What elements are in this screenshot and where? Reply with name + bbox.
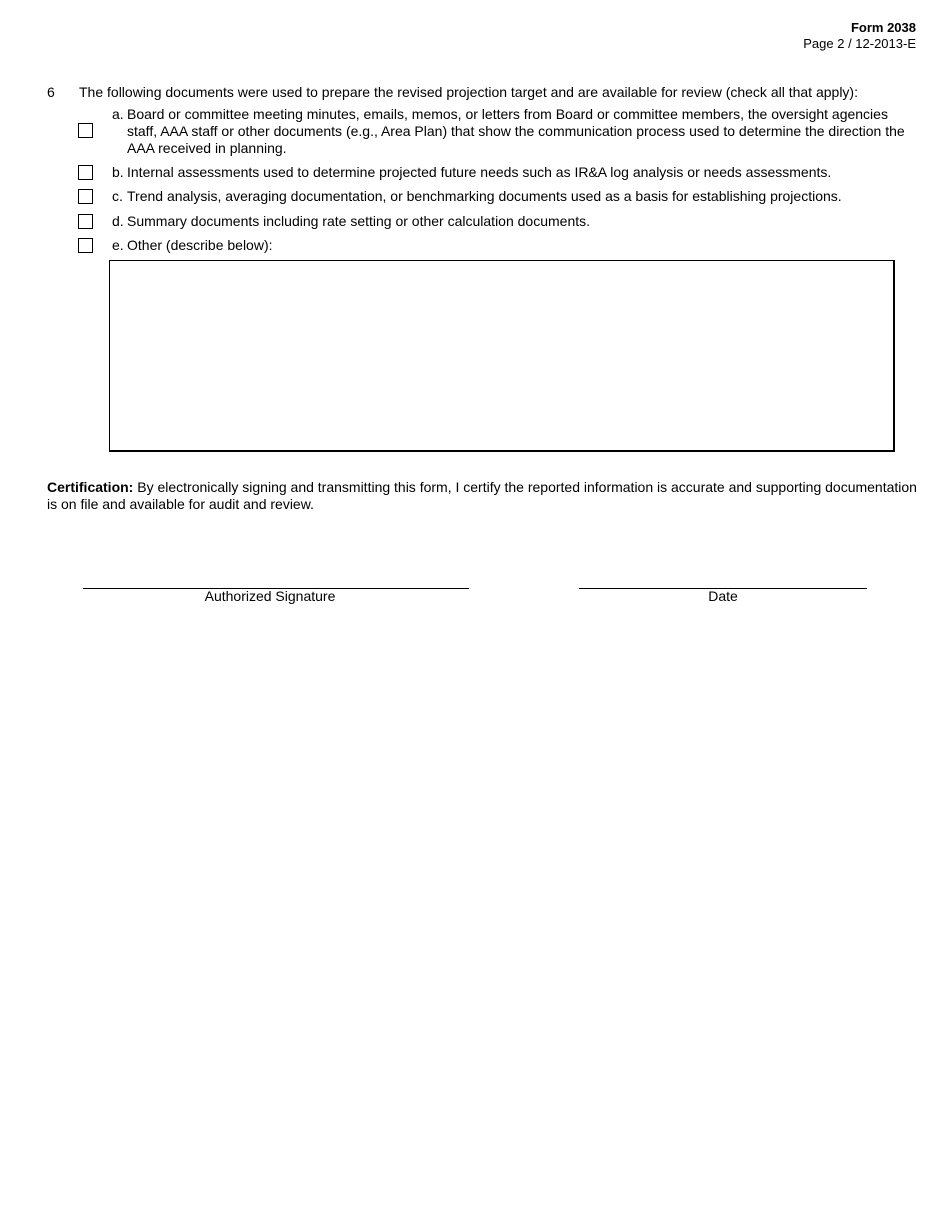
checkbox-option-b[interactable] — [78, 165, 93, 180]
option-b-text: Internal assessments used to determine projected future needs such as IR&A log analysis or needs assessments. — [127, 164, 832, 180]
option-c-letter: c. — [112, 188, 123, 204]
option-c-text: Trend analysis, averaging documentation, or benchmarking documents used as a basis for establishing projections. — [127, 188, 842, 204]
option-d-letter: d. — [112, 213, 124, 229]
certification-statement — [47, 479, 922, 513]
signature-label: Authorized Signature — [204, 588, 336, 604]
option-e-letter: e. — [112, 237, 124, 253]
option-c-label — [112, 188, 912, 205]
certification-label: Certification: — [47, 479, 134, 495]
form-identifier — [803, 20, 916, 52]
option-a-label — [112, 106, 912, 157]
checkbox-option-e[interactable] — [78, 238, 93, 253]
option-e-label — [112, 237, 912, 254]
form-number: Form 2038 — [850, 20, 916, 35]
checkbox-option-a[interactable] — [78, 123, 93, 138]
page-info: Page 2 / 12-2013-E — [803, 36, 916, 51]
certification-text: By electronically signing and transmitting this form, I certify the reported information is accurate and supporting documentation is on file and available for audit and review. — [47, 479, 917, 512]
question-number: 6 — [47, 84, 55, 100]
checkbox-option-c[interactable] — [78, 189, 93, 204]
date-label: Date — [708, 588, 738, 604]
option-a-letter: a. — [112, 106, 124, 122]
option-d-label — [112, 213, 912, 230]
question-prompt: The following documents were used to prepare the revised projection target and are available for review (check all that apply): — [79, 84, 858, 100]
option-b-label — [112, 164, 912, 181]
other-description-field[interactable] — [109, 260, 895, 452]
option-b-letter: b. — [112, 164, 124, 180]
option-e-text: Other (describe below): — [127, 237, 273, 253]
option-d-text: Summary documents including rate setting or other calculation documents. — [127, 213, 591, 229]
option-a-text: Board or committee meeting minutes, emails, memos, or letters from Board or committee members, the oversight agencies staff, AAA staff or other documents (e.g., Area Plan) that show the communication process used to determine the direction the AAA received in planning. — [127, 106, 905, 156]
checkbox-option-d[interactable] — [78, 214, 93, 229]
